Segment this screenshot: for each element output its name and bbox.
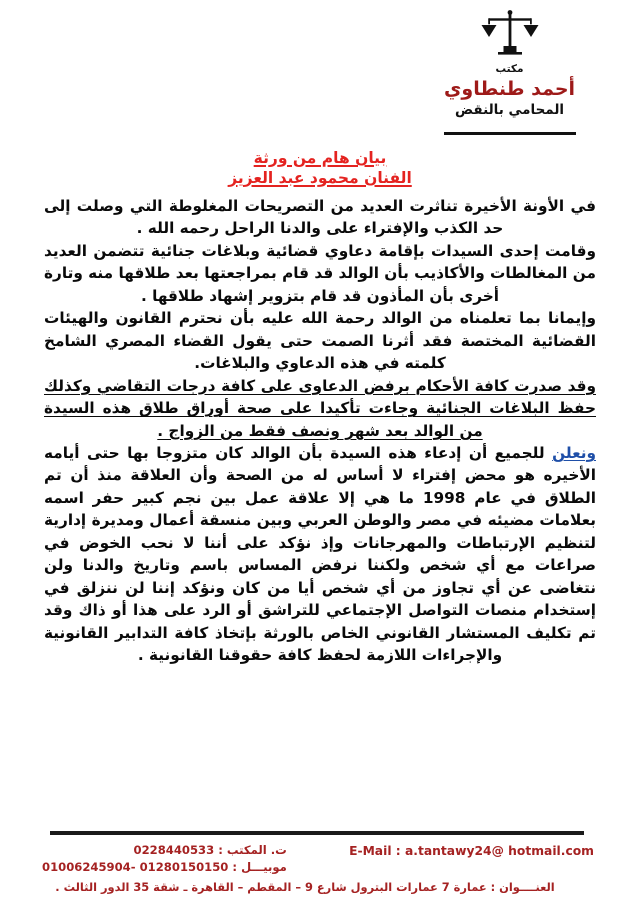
- paragraph-1: في الأونة الأخيرة تناثرت العديد من التصريحات المغلوطة التي وصلت إلى حد الكذب والإفتراء على والدنا الراحل رحمه الله .: [44, 196, 596, 238]
- header-divider: [444, 132, 576, 135]
- office-word: مكتب: [495, 63, 524, 75]
- scales-of-justice-icon: [479, 10, 541, 62]
- paragraph-4-underlined: وقد صدرت كافة الأحكام برفض الدعاوى على كافة درجات التقاضي وكذلك حفظ البلاغات الجنائية وجاءت تأكيدا على صحة أوراق طلاق هذه السيدة من الوالد بعد شهر ونصف فقط من الزواج .: [44, 376, 596, 440]
- paragraph-5-text: للجميع أن إدعاء هذه السيدة بأن الوالد كان متزوجا بها حتى أيامه الأخيره هو محض إفتراء لا أساس له من الصحة وأن العلاقة منذ أن تم الطلاق في عام 1998 ما هي إلا علاقة عمل بين نجم كبير حفر اسمه بعلامات مضيئه في مصر والوطن العربي وبين منسقة أعمال ومديرة إدارية لتنظيم الإرتباطات والمهرجانات وإذ نؤكد على أننا لا نحب الخوض في صراعات مع أي شخص ولكننا نرفض المساس باسم وتاريخ والدنا ولن نتغاضى عن أي تجاوز من أي شخص أيا من كان ونؤكد إننا لن ننزلق في إستخدام منصات التواصل الإجتماعي للتراشق أو الرد على هذا أو ذاك وقد تم تكليف المستشار القانوني الخاص بالورثة بإتخاذ كافة التدابير القانونية والإجراءات اللازمة لحفظ كافة حقوقنا القانونية .: [44, 443, 596, 665]
- document-body: [0, 189, 640, 667]
- mobile-phone: موبيـــل : 01280150150 -01006245904: [42, 860, 287, 875]
- paragraph-3: وإيمانا بما تعلمناه من الوالد رحمة الله عليه بأن نحترم القانون والهيئات القضائية المختصة فقد أثرنا الصمت حتى يقول القضاء المصري الشامخ كلمته في هذه الدعاوي والبلاغات.: [44, 309, 596, 373]
- office-phone: ت. المكتب : 0228440533: [133, 843, 287, 858]
- letterhead: [417, 0, 602, 135]
- declaration-keyword: ونعلن: [552, 443, 596, 462]
- office-address: العنــــوان : عمارة 7 عمارات البترول شارع 9 – المقطم – القاهرة ـ شقة 35 الدور الثالث .: [55, 880, 555, 894]
- footer-contact-row: [24, 842, 616, 876]
- paragraph-5: [44, 442, 596, 667]
- paragraph-2: وقامت إحدى السيدات بإقامة دعاوي قضائية وبلاغات جنائية تتضمن العديد من المغالطات والأكاذيب بأن الوالد قد قام بمراجعتها بعد طلاقها منه وتارة أخرى بأن المأذون قد قام بتزوير إشهاد طلاقها .: [44, 241, 596, 305]
- footer-divider: [50, 831, 584, 835]
- document-title: [0, 149, 640, 189]
- firm-name: أحمد طنطاوي: [443, 78, 576, 100]
- title-line-1: بيان هام من ورثة: [253, 149, 387, 167]
- title-line-2: الفنان محمود عبد العزيز: [228, 168, 412, 187]
- footer: [0, 831, 640, 894]
- email-address[interactable]: E-Mail : a.tantawy24@ hotmail.com: [349, 844, 594, 859]
- phone-block: [42, 842, 287, 876]
- firm-role: المحامي بالنقض: [454, 102, 565, 118]
